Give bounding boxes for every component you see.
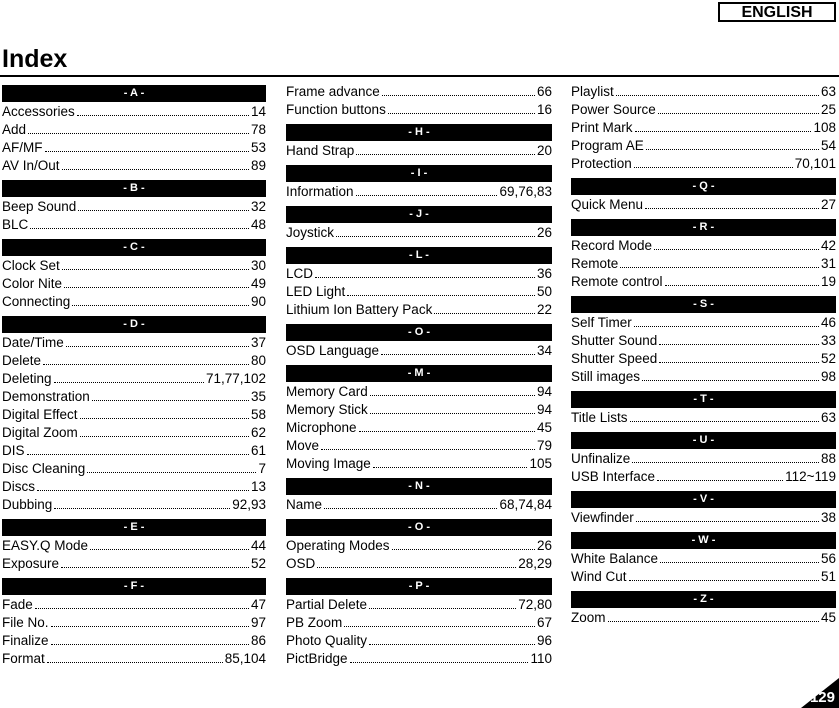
dot-leader xyxy=(370,403,535,414)
index-entry xyxy=(571,350,836,368)
dot-leader xyxy=(382,85,535,96)
index-term: Exposure xyxy=(2,556,60,571)
index-entry xyxy=(571,137,836,155)
index-term: File No. xyxy=(2,615,49,630)
index-entry xyxy=(286,183,552,201)
index-term: Power Source xyxy=(571,102,656,117)
index-page: 32 xyxy=(250,199,266,214)
index-page: 56 xyxy=(820,551,836,566)
index-entry xyxy=(571,368,836,386)
index-page: 96 xyxy=(536,633,552,648)
index-entry xyxy=(286,101,552,119)
index-term: Program AE xyxy=(571,138,644,153)
dot-leader xyxy=(350,652,529,663)
dot-leader xyxy=(373,457,528,468)
index-page: 7 xyxy=(258,461,266,476)
dot-leader xyxy=(51,634,249,645)
index-page: 37 xyxy=(250,335,266,350)
index-entry xyxy=(2,596,266,614)
index-term: Moving Image xyxy=(286,456,371,471)
index-term: EASY.Q Mode xyxy=(2,538,89,553)
index-term: White Balance xyxy=(571,551,659,566)
index-entry xyxy=(2,275,266,293)
index-term: AV In/Out xyxy=(2,158,60,173)
dot-leader xyxy=(30,218,249,229)
dot-leader xyxy=(654,239,819,250)
index-entry xyxy=(286,342,552,360)
index-entry xyxy=(571,119,836,137)
index-term: Memory Card xyxy=(286,384,368,399)
index-entry xyxy=(2,388,266,406)
dot-leader xyxy=(634,157,793,168)
dot-leader xyxy=(317,557,516,568)
index-entry xyxy=(2,103,266,121)
index-page: 44 xyxy=(250,538,266,553)
index-term: Lithium Ion Battery Pack xyxy=(286,302,433,317)
index-entry xyxy=(286,632,552,650)
index-entry xyxy=(286,265,552,283)
index-page: 50 xyxy=(536,284,552,299)
index-page: 36 xyxy=(536,266,552,281)
index-column-1 xyxy=(2,83,266,668)
index-term: Viewfinder xyxy=(571,510,634,525)
index-entry xyxy=(571,550,836,568)
dot-leader xyxy=(66,336,249,347)
index-entry xyxy=(286,142,552,160)
index-entry xyxy=(286,383,552,401)
index-page: 97 xyxy=(250,615,266,630)
dot-leader xyxy=(321,439,535,450)
dot-leader xyxy=(62,259,249,270)
dot-leader xyxy=(77,105,249,116)
index-page: 38 xyxy=(820,510,836,525)
dot-leader xyxy=(28,123,249,134)
index-page: 90 xyxy=(250,294,266,309)
index-page: 25 xyxy=(820,102,836,117)
page-number: 129 xyxy=(809,689,835,706)
index-page: 53 xyxy=(250,140,266,155)
index-term: Color Nite xyxy=(2,276,63,291)
index-entry xyxy=(571,101,836,119)
section-header: - Z - xyxy=(571,591,836,608)
dot-leader xyxy=(608,611,819,622)
index-term: Add xyxy=(2,122,27,137)
index-page: 30 xyxy=(250,258,266,273)
index-entry xyxy=(571,83,836,101)
index-page: 61 xyxy=(250,443,266,458)
index-page: 67 xyxy=(536,615,552,630)
index-term: Joystick xyxy=(286,225,335,240)
index-entry xyxy=(286,283,552,301)
index-page: 14 xyxy=(250,104,266,119)
index-entry xyxy=(2,216,266,234)
dot-leader xyxy=(37,480,249,491)
index-term: Beep Sound xyxy=(2,199,77,214)
index-entry xyxy=(2,198,266,216)
index-term: Record Mode xyxy=(571,238,653,253)
index-term: Memory Stick xyxy=(286,402,368,417)
index-page: 85,104 xyxy=(224,651,266,666)
index-term: Self Timer xyxy=(571,315,632,330)
section-header: - M - xyxy=(286,365,552,382)
index-entry xyxy=(2,157,266,175)
index-page: 45 xyxy=(820,610,836,625)
index-entry xyxy=(2,555,266,573)
index-entry xyxy=(2,614,266,632)
index-term: Clock Set xyxy=(2,258,60,273)
dot-leader xyxy=(434,303,535,314)
dot-leader xyxy=(659,334,819,345)
dot-leader xyxy=(369,634,535,645)
index-page: 49 xyxy=(250,276,266,291)
index-page: 26 xyxy=(536,538,552,553)
index-page: 88 xyxy=(820,451,836,466)
index-term: LCD xyxy=(286,266,314,281)
section-header: - O - xyxy=(286,324,552,341)
index-term: DIS xyxy=(2,443,25,458)
index-term: Date/Time xyxy=(2,335,64,350)
index-entry xyxy=(571,273,836,291)
section-header: - T - xyxy=(571,391,836,408)
index-term: Frame advance xyxy=(286,84,380,99)
section-header: - V - xyxy=(571,491,836,508)
index-entry xyxy=(286,419,552,437)
index-term: Print Mark xyxy=(571,120,633,135)
index-term: Discs xyxy=(2,479,35,494)
index-page: 105 xyxy=(529,456,552,471)
dot-leader xyxy=(336,226,535,237)
index-page: 22 xyxy=(536,302,552,317)
dot-leader xyxy=(665,275,819,286)
index-entry xyxy=(2,334,266,352)
index-page: 26 xyxy=(536,225,552,240)
index-term: BLC xyxy=(2,217,29,232)
index-page: 19 xyxy=(820,274,836,289)
index-page: 69,76,83 xyxy=(499,184,552,199)
index-entry xyxy=(286,83,552,101)
index-entry xyxy=(2,537,266,555)
index-entry xyxy=(286,224,552,242)
index-page: 48 xyxy=(250,217,266,232)
index-entry xyxy=(571,155,836,173)
index-entry xyxy=(286,614,552,632)
dot-leader xyxy=(660,552,819,563)
section-header: - W - xyxy=(571,532,836,549)
dot-leader xyxy=(62,159,249,170)
index-term: Finalize xyxy=(2,633,49,648)
section-header: - B - xyxy=(2,180,266,197)
index-page: 78 xyxy=(250,122,266,137)
dot-leader xyxy=(635,121,812,132)
section-header: - P - xyxy=(286,578,552,595)
index-entry xyxy=(571,314,836,332)
index-entry xyxy=(286,650,552,668)
index-term: PB Zoom xyxy=(286,615,343,630)
index-entry xyxy=(571,409,836,427)
index-entry xyxy=(2,121,266,139)
index-page: 80 xyxy=(250,353,266,368)
dot-leader xyxy=(356,185,498,196)
index-term: Dubbing xyxy=(2,497,53,512)
page-title: Index xyxy=(2,45,68,73)
index-entry xyxy=(571,450,836,468)
dot-leader xyxy=(324,498,497,509)
index-term: Digital Zoom xyxy=(2,425,78,440)
dot-leader xyxy=(658,103,819,114)
index-column-2 xyxy=(286,83,552,668)
index-term: Demonstration xyxy=(2,389,90,404)
index-term: Zoom xyxy=(571,610,606,625)
section-header: - H - xyxy=(286,124,552,141)
index-term: Microphone xyxy=(286,420,357,435)
index-entry xyxy=(286,496,552,514)
index-term: Disc Cleaning xyxy=(2,461,86,476)
index-page: 51 xyxy=(820,569,836,584)
index-entry xyxy=(2,293,266,311)
index-term: USB Interface xyxy=(571,469,656,484)
index-term: Hand Strap xyxy=(286,143,355,158)
index-term: Partial Delete xyxy=(286,597,368,612)
index-page: 52 xyxy=(820,351,836,366)
index-page: 92,93 xyxy=(232,497,266,512)
index-entry xyxy=(2,257,266,275)
language-label: ENGLISH xyxy=(718,2,836,22)
index-term: Wind Cut xyxy=(571,569,627,584)
dot-leader xyxy=(616,85,819,96)
section-header: - F - xyxy=(2,578,266,595)
section-header: - I - xyxy=(286,165,552,182)
index-entry xyxy=(286,437,552,455)
index-page: 70,101 xyxy=(794,156,836,171)
section-header: - N - xyxy=(286,478,552,495)
index-entry xyxy=(571,255,836,273)
dot-leader xyxy=(45,141,249,152)
index-term: Operating Modes xyxy=(286,538,390,553)
index-term: Remote xyxy=(571,256,619,271)
dot-leader xyxy=(642,370,819,381)
section-header: - J - xyxy=(286,206,552,223)
index-entry xyxy=(571,468,836,486)
index-entry xyxy=(286,596,552,614)
dot-leader xyxy=(87,462,256,473)
index-term: Protection xyxy=(571,156,632,171)
dot-leader xyxy=(54,498,230,509)
index-page: 35 xyxy=(250,389,266,404)
section-header: - Q - xyxy=(571,178,836,195)
index-page: 79 xyxy=(536,438,552,453)
dot-leader xyxy=(347,285,535,296)
dot-leader xyxy=(630,411,819,422)
dot-leader xyxy=(64,277,249,288)
index-page: 63 xyxy=(820,410,836,425)
index-term: Title Lists xyxy=(571,410,628,425)
index-page: 54 xyxy=(820,138,836,153)
index-page: 98 xyxy=(820,369,836,384)
index-page: 47 xyxy=(250,597,266,612)
index-entry xyxy=(286,455,552,473)
dot-leader xyxy=(43,354,249,365)
dot-leader xyxy=(388,103,535,114)
index-term: Shutter Sound xyxy=(571,333,658,348)
index-term: Function buttons xyxy=(286,102,386,117)
index-page: 46 xyxy=(820,315,836,330)
dot-leader xyxy=(344,616,535,627)
dot-leader xyxy=(359,421,535,432)
index-page: 42 xyxy=(820,238,836,253)
index-entry xyxy=(286,301,552,319)
index-page: 94 xyxy=(536,402,552,417)
section-header: - C - xyxy=(2,239,266,256)
dot-leader xyxy=(659,352,819,363)
index-entry xyxy=(571,237,836,255)
dot-leader xyxy=(72,295,249,306)
index-term: AF/MF xyxy=(2,140,43,155)
dot-leader xyxy=(78,200,249,211)
index-entry xyxy=(2,424,266,442)
dot-leader xyxy=(80,426,249,437)
index-page: 72,80 xyxy=(518,597,552,612)
index-entry xyxy=(571,332,836,350)
index-term: Accessories xyxy=(2,104,75,119)
index-page: 63 xyxy=(820,84,836,99)
index-term: Move xyxy=(286,438,320,453)
index-page: 86 xyxy=(250,633,266,648)
index-page: 89 xyxy=(250,158,266,173)
dot-leader xyxy=(620,257,819,268)
index-term: Unfinalize xyxy=(571,451,631,466)
dot-leader xyxy=(315,267,535,278)
index-page: 20 xyxy=(536,143,552,158)
dot-leader xyxy=(645,198,819,209)
index-page: 112~119 xyxy=(785,469,836,484)
dot-leader xyxy=(54,372,204,383)
index-entry xyxy=(286,537,552,555)
index-term: Photo Quality xyxy=(286,633,368,648)
index-page: 33 xyxy=(820,333,836,348)
section-header: - D - xyxy=(2,316,266,333)
section-header: - U - xyxy=(571,432,836,449)
dot-leader xyxy=(657,470,783,481)
dot-leader xyxy=(90,539,249,550)
index-page: 108 xyxy=(813,120,836,135)
index-term: LED Light xyxy=(286,284,346,299)
dot-leader xyxy=(392,539,535,550)
index-page: 45 xyxy=(536,420,552,435)
dot-leader xyxy=(634,316,819,327)
dot-leader xyxy=(51,616,249,627)
dot-leader xyxy=(632,452,819,463)
index-term: Digital Effect xyxy=(2,407,78,422)
index-entry xyxy=(571,609,836,627)
index-term: OSD Language xyxy=(286,343,380,358)
index-entry xyxy=(2,496,266,514)
index-entry xyxy=(2,352,266,370)
index-term: Delete xyxy=(2,353,42,368)
dot-leader xyxy=(370,385,535,396)
index-term: Shutter Speed xyxy=(571,351,658,366)
index-page: 34 xyxy=(536,343,552,358)
index-entry xyxy=(286,401,552,419)
dot-leader xyxy=(47,652,223,663)
index-term: Name xyxy=(286,497,323,512)
dot-leader xyxy=(629,570,819,581)
index-term: Connecting xyxy=(2,294,71,309)
index-entry xyxy=(2,406,266,424)
dot-leader xyxy=(646,139,819,150)
section-header: - S - xyxy=(571,296,836,313)
index-entry xyxy=(571,568,836,586)
index-page: 16 xyxy=(536,102,552,117)
index-page: 94 xyxy=(536,384,552,399)
section-header: - E - xyxy=(2,519,266,536)
index-page: 66 xyxy=(536,84,552,99)
index-entry xyxy=(2,460,266,478)
index-term: Quick Menu xyxy=(571,197,644,212)
index-entry xyxy=(2,650,266,668)
index-page: 62 xyxy=(250,425,266,440)
index-term: Playlist xyxy=(571,84,614,99)
index-entry xyxy=(2,442,266,460)
section-header: - R - xyxy=(571,219,836,236)
index-term: Remote control xyxy=(571,274,663,289)
index-entry xyxy=(2,139,266,157)
index-entry xyxy=(571,509,836,527)
index-page: 27 xyxy=(820,197,836,212)
dot-leader xyxy=(636,511,819,522)
section-header: - O - xyxy=(286,519,552,536)
index-page: 110 xyxy=(530,651,552,666)
index-page: 68,74,84 xyxy=(499,497,552,512)
dot-leader xyxy=(61,557,249,568)
index-page: 13 xyxy=(250,479,266,494)
dot-leader xyxy=(27,444,249,455)
index-term: Fade xyxy=(2,597,33,612)
index-entry xyxy=(571,196,836,214)
section-header: - L - xyxy=(286,247,552,264)
index-page: 58 xyxy=(250,407,266,422)
dot-leader xyxy=(92,390,249,401)
dot-leader xyxy=(369,598,516,609)
dot-leader xyxy=(381,344,535,355)
index-term: Information xyxy=(286,184,354,199)
index-term: PictBridge xyxy=(286,651,348,666)
index-page: 28,29 xyxy=(518,556,552,571)
index-entry xyxy=(2,478,266,496)
index-column-3 xyxy=(571,83,836,627)
index-page: 31 xyxy=(820,256,836,271)
index-entry xyxy=(286,555,552,573)
index-page: 71,77,102 xyxy=(205,371,266,386)
index-term: Still images xyxy=(571,369,641,384)
title-divider xyxy=(0,75,839,77)
index-entry xyxy=(2,370,266,388)
index-term: Format xyxy=(2,651,45,666)
dot-leader xyxy=(35,598,249,609)
index-term: OSD xyxy=(286,556,316,571)
index-term: Deleting xyxy=(2,371,52,386)
index-page: 52 xyxy=(250,556,266,571)
dot-leader xyxy=(80,408,249,419)
index-entry xyxy=(2,632,266,650)
dot-leader xyxy=(356,144,535,155)
section-header: - A - xyxy=(2,85,266,102)
